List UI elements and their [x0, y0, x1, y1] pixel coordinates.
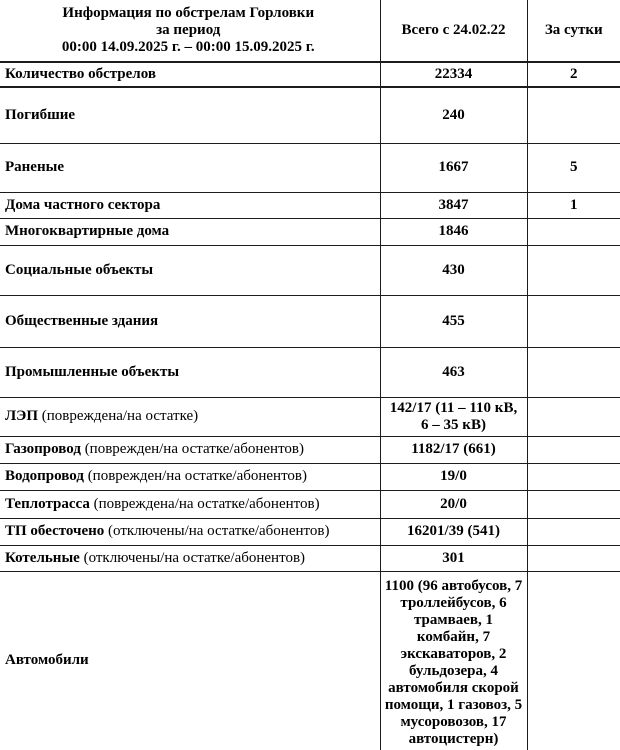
row-total-cell: 19/0: [380, 463, 527, 490]
row-daily-cell: [527, 397, 620, 436]
table-row: [0, 347, 620, 397]
table-row: [0, 245, 620, 295]
row-label-cell: [0, 62, 380, 87]
row-label-detail: (повреждена/на остатке): [38, 408, 199, 424]
table-row: [0, 463, 620, 490]
row-label-cell: [0, 436, 380, 463]
row-label: Количество обстрелов: [5, 66, 156, 82]
table-title: [0, 0, 380, 62]
table-row: [0, 490, 620, 518]
row-total-cell: 1667: [380, 143, 527, 192]
row-daily-cell: [527, 490, 620, 518]
row-label: Социальные объекты: [5, 261, 154, 278]
table-row: [0, 218, 620, 245]
column-header-daily: За сутки: [527, 0, 620, 62]
row-label: ЛЭП: [5, 408, 39, 424]
row-total-cell: 1846: [380, 218, 527, 245]
row-total-cell: 20/0: [380, 490, 527, 518]
row-total-cell: 1182/17 (661): [380, 436, 527, 463]
row-label-cell: [0, 218, 380, 245]
row-label-detail: (отключены/на остатке/абонентов): [79, 549, 306, 566]
table-row: [0, 192, 620, 218]
row-daily-cell: 5: [527, 143, 620, 192]
row-label-detail: (отключены/на остатке/абонентов): [104, 523, 330, 539]
row-label: Дома частного сектора: [5, 196, 161, 213]
row-total-cell: 430: [380, 245, 527, 295]
table-row: [0, 295, 620, 347]
row-daily-cell: [527, 545, 620, 571]
row-label: Газопровод: [5, 441, 81, 457]
row-label: Промышленные объекты: [5, 363, 180, 380]
row-label: Автомобили: [5, 652, 89, 668]
row-total-cell: 455: [380, 295, 527, 347]
row-daily-cell: [527, 347, 620, 397]
row-total-cell: 22334: [380, 62, 527, 87]
table-row: [0, 397, 620, 436]
row-label: Котельные: [5, 549, 80, 566]
table-row: [0, 571, 620, 750]
column-header-total: Всего с 24.02.22: [380, 0, 527, 62]
row-label-cell: [0, 463, 380, 490]
row-total-cell: 240: [380, 87, 527, 143]
row-label-cell: [0, 245, 380, 295]
row-daily-cell: [527, 571, 620, 750]
row-label: Теплотрасса: [5, 495, 90, 512]
row-total-cell: 1100 (96 автобусов, 7 троллейбусов, 6 трамваев, 1 комбайн, 7 экскаваторов, 2 бульдозера, 4 автомобиля скорой помощи, 1 газовоз, 5 мусоровозов, 17 автоцистерн): [380, 571, 527, 750]
row-label: Многоквартирные дома: [5, 223, 170, 239]
row-label-cell: [0, 571, 380, 750]
table-title-line2: за период: [156, 22, 221, 38]
row-daily-cell: [527, 518, 620, 545]
table-title-line1: Информация по обстрелам Горловки: [62, 5, 315, 21]
header-row: [0, 0, 620, 62]
table-title-line3: 00:00 14.09.2025 г. – 00:00 15.09.2025 г.: [61, 39, 315, 55]
row-label-cell: [0, 490, 380, 518]
row-daily-cell: [527, 245, 620, 295]
row-label-detail: (повреждена/на остатке/абонентов): [89, 495, 320, 512]
row-daily-cell: [527, 295, 620, 347]
table-row: [0, 518, 620, 545]
row-label-cell: [0, 518, 380, 545]
row-label-detail: (поврежден/на остатке/абонентов): [80, 441, 305, 457]
row-label-detail: (поврежден/на остатке/абонентов): [83, 468, 308, 484]
row-label: Погибшие: [5, 106, 76, 123]
row-label: Раненые: [5, 159, 64, 175]
row-label-cell: [0, 397, 380, 436]
row-total-cell: 3847: [380, 192, 527, 218]
row-daily-cell: 2: [527, 62, 620, 87]
row-label-cell: [0, 295, 380, 347]
row-daily-cell: 1: [527, 192, 620, 218]
row-label: Общественные здания: [5, 312, 159, 329]
row-daily-cell: [527, 87, 620, 143]
row-label-cell: [0, 347, 380, 397]
table-row: [0, 87, 620, 143]
row-total-cell: 16201/39 (541): [380, 518, 527, 545]
table-row: [0, 143, 620, 192]
row-total-cell: 463: [380, 347, 527, 397]
row-label-cell: [0, 143, 380, 192]
row-daily-cell: [527, 218, 620, 245]
table-row: [0, 62, 620, 87]
table-row: [0, 436, 620, 463]
row-label-cell: [0, 192, 380, 218]
row-label-cell: [0, 545, 380, 571]
row-label-cell: [0, 87, 380, 143]
row-label: Водопровод: [5, 468, 84, 484]
row-total-cell: 142/17 (11 – 110 кВ, 6 – 35 кВ): [380, 397, 527, 436]
row-label: ТП обесточено: [5, 523, 105, 539]
row-daily-cell: [527, 436, 620, 463]
row-total-cell: 301: [380, 545, 527, 571]
table-row: [0, 545, 620, 571]
row-daily-cell: [527, 463, 620, 490]
